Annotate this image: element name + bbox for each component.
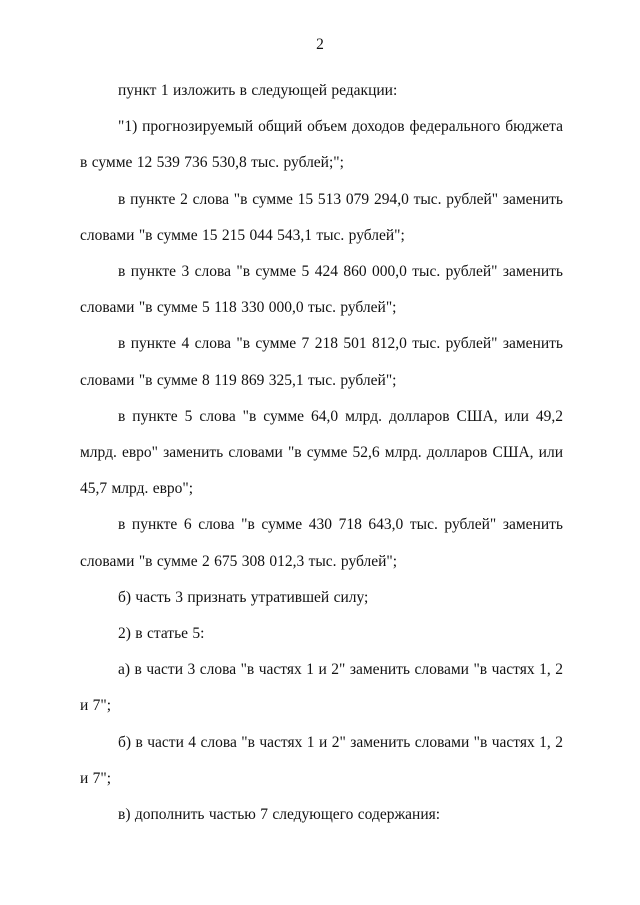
paragraph-revenue: "1) прогнозируемый общий объем доходов федерального бюджета в сумме 12 539 736 530,8 тыс. рублей;";: [80, 118, 563, 172]
paragraph-article-5: 2) в статье 5:: [118, 625, 205, 643]
paragraph-item-3: в пункте 3 слова "в сумме 5 424 860 000,0 тыс. рублей" заменить словами "в сумме 5 118 330 000,0 тыс. рублей";: [80, 263, 563, 317]
document-body: [80, 73, 563, 833]
paragraph-item-2: в пункте 2 слова "в сумме 15 513 079 294,0 тыс. рублей" заменить словами "в сумме 15 215 044 543,1 тыс. рублей";: [80, 190, 563, 244]
paragraph-item-6: в пункте 6 слова "в сумме 430 718 643,0 тыс. рублей" заменить словами "в сумме 2 675 308 012,3 тыс. рублей";: [80, 516, 563, 570]
paragraph-add-part-7: в) дополнить частью 7 следующего содержания:: [118, 806, 441, 824]
paragraph-item-4: в пункте 4 слова "в сумме 7 218 501 812,0 тыс. рублей" заменить словами "в сумме 8 119 869 325,1 тыс. рублей";: [80, 335, 563, 389]
paragraph-part-3: б) часть 3 признать утратившей силу;: [118, 588, 369, 606]
page-number: 2: [316, 36, 324, 53]
paragraph-part-4-change: б) в части 4 слова "в частях 1 и 2" заменить словами "в частях 1, 2 и 7";: [80, 733, 563, 787]
paragraph-item-5: в пункте 5 слова "в сумме 64,0 млрд. долларов США, или 49,2 млрд. евро" заменить словами "в сумме 52,6 млрд. долларов США, или 45,7 млрд. евро";: [80, 407, 563, 498]
paragraph-part-3-change: а) в части 3 слова "в частях 1 и 2" заменить словами "в частях 1, 2 и 7";: [80, 661, 563, 715]
paragraph-intro: пункт 1 изложить в следующей редакции:: [118, 82, 398, 99]
